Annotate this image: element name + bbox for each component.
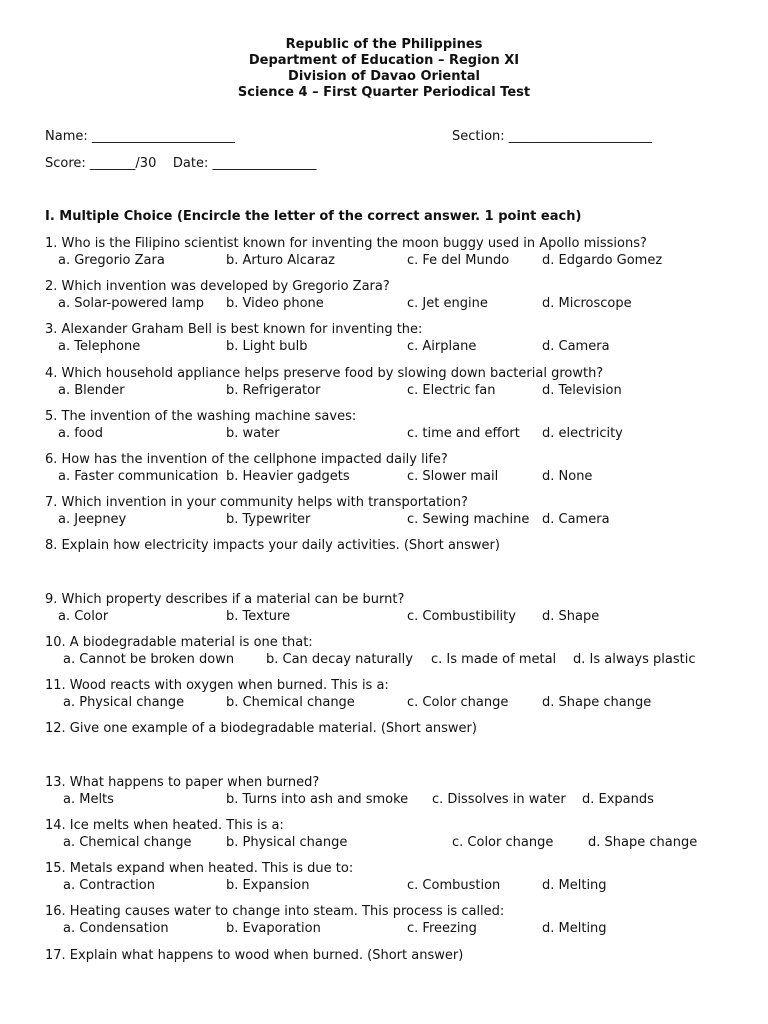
- question-6: [45, 452, 593, 485]
- answer-options: [45, 511, 610, 529]
- question-text: 5. The invention of the washing machine saves:: [45, 409, 357, 424]
- answer-option-d[interactable]: d. Edgardo Gomez: [542, 252, 663, 268]
- answer-option-c[interactable]: c. Combustibility: [407, 608, 516, 624]
- answer-option-b[interactable]: b. Expansion: [226, 877, 310, 893]
- answer-option-d[interactable]: d. Melting: [542, 877, 607, 893]
- section-field[interactable]: Section: ______________________: [452, 129, 652, 144]
- answer-option-c[interactable]: c. Electric fan: [407, 382, 496, 398]
- question-15: [45, 861, 607, 894]
- answer-option-d[interactable]: d. Shape change: [542, 694, 652, 710]
- answer-options: [45, 791, 654, 809]
- answer-options: [45, 834, 698, 852]
- header-test-title: Science 4 – First Quarter Periodical Test: [237, 85, 531, 100]
- question-text: 4. Which household appliance helps preserve food by slowing down bacterial growth?: [45, 366, 604, 381]
- answer-options: [45, 694, 652, 712]
- answer-option-c[interactable]: c. Jet engine: [407, 295, 488, 311]
- answer-option-b[interactable]: b. Video phone: [226, 295, 324, 311]
- answer-option-b[interactable]: b. Refrigerator: [226, 382, 321, 398]
- question-9: [45, 592, 600, 625]
- question-text: 9. Which property describes if a material can be burnt?: [45, 592, 405, 607]
- question-5: [45, 409, 623, 442]
- answer-option-c[interactable]: c. time and effort: [407, 425, 520, 441]
- header-country: Republic of the Philippines: [285, 37, 483, 52]
- answer-option-a[interactable]: a. Condensation: [63, 920, 169, 936]
- question-text: 1. Who is the Filipino scientist known for inventing the moon buggy used in Apollo missions?: [45, 236, 647, 251]
- answer-option-c[interactable]: c. Combustion: [407, 877, 501, 893]
- question-14: [45, 818, 698, 851]
- question-12: [45, 721, 477, 738]
- answer-option-b[interactable]: b. Turns into ash and smoke: [226, 791, 409, 807]
- question-4: [45, 366, 622, 399]
- answer-option-b[interactable]: b. Heavier gadgets: [226, 468, 350, 484]
- name-field[interactable]: Name: ______________________: [45, 129, 235, 144]
- answer-option-d[interactable]: d. Shape change: [588, 834, 698, 850]
- question-text: 14. Ice melts when heated. This is a:: [45, 818, 284, 833]
- answer-option-d[interactable]: d. Expands: [582, 791, 654, 807]
- answer-option-c[interactable]: c. Fe del Mundo: [407, 252, 510, 268]
- answer-option-c[interactable]: c. Airplane: [407, 338, 477, 354]
- score-date-field[interactable]: Score: _______/30 Date: ________________: [45, 156, 317, 171]
- answer-options: [45, 382, 622, 400]
- answer-options: [45, 877, 607, 895]
- answer-option-b[interactable]: b. Can decay naturally: [266, 651, 413, 667]
- question-text: 13. What happens to paper when burned?: [45, 775, 320, 790]
- answer-option-b[interactable]: b. water: [226, 425, 280, 441]
- question-text: 12. Give one example of a biodegradable material. (Short answer): [45, 721, 477, 736]
- answer-options: [45, 338, 610, 356]
- question-text: 6. How has the invention of the cellphone impacted daily life?: [45, 452, 448, 467]
- answer-option-a[interactable]: a. Blender: [58, 382, 125, 398]
- answer-option-c[interactable]: c. Is made of metal: [431, 651, 557, 667]
- answer-option-b[interactable]: b. Light bulb: [226, 338, 308, 354]
- answer-option-b[interactable]: b. Chemical change: [226, 694, 355, 710]
- answer-option-b[interactable]: b. Evaporation: [226, 920, 321, 936]
- answer-option-a[interactable]: a. Physical change: [63, 694, 185, 710]
- answer-option-b[interactable]: b. Arturo Alcaraz: [226, 252, 335, 268]
- question-17: [45, 948, 463, 965]
- question-text: 15. Metals expand when heated. This is due to:: [45, 861, 354, 876]
- answer-option-c[interactable]: c. Color change: [407, 694, 509, 710]
- answer-option-a[interactable]: a. Solar-powered lamp: [58, 295, 204, 311]
- answer-options: [45, 295, 632, 313]
- answer-option-a[interactable]: a. Contraction: [63, 877, 155, 893]
- answer-option-d[interactable]: d. Is always plastic: [573, 651, 696, 667]
- question-11: [45, 678, 652, 711]
- question-text: 7. Which invention in your community helps with transportation?: [45, 495, 468, 510]
- answer-option-a[interactable]: a. Melts: [63, 791, 114, 807]
- answer-option-d[interactable]: d. Television: [542, 382, 622, 398]
- answer-option-c[interactable]: c. Color change: [452, 834, 554, 850]
- question-2: [45, 279, 632, 312]
- question-text: 10. A biodegradable material is one that:: [45, 635, 313, 650]
- answer-option-c[interactable]: c. Sewing machine: [407, 511, 530, 527]
- question-10: [45, 635, 696, 668]
- answer-option-d[interactable]: d. electricity: [542, 425, 623, 441]
- answer-option-d[interactable]: d. Microscope: [542, 295, 632, 311]
- question-7: [45, 495, 610, 528]
- answer-options: [45, 468, 593, 486]
- question-text: 3. Alexander Graham Bell is best known for inventing the:: [45, 322, 423, 337]
- answer-option-c[interactable]: c. Freezing: [407, 920, 477, 936]
- header-division: Division of Davao Oriental: [288, 69, 480, 84]
- answer-option-d[interactable]: d. Camera: [542, 511, 610, 527]
- answer-options: [45, 651, 696, 669]
- answer-option-d[interactable]: d. None: [542, 468, 593, 484]
- question-13: [45, 775, 654, 808]
- answer-options: [45, 920, 607, 938]
- answer-option-c[interactable]: c. Slower mail: [407, 468, 499, 484]
- answer-options: [45, 608, 600, 626]
- section-title: I. Multiple Choice (Encircle the letter of the correct answer. 1 point each): [45, 209, 582, 224]
- header-department: Department of Education – Region XI: [248, 53, 520, 68]
- question-16: [45, 904, 607, 937]
- answer-option-a[interactable]: a. Chemical change: [63, 834, 192, 850]
- answer-option-a[interactable]: a. Faster communication: [58, 468, 219, 484]
- question-text: 16. Heating causes water to change into steam. This process is called:: [45, 904, 505, 919]
- answer-option-a[interactable]: a. Jeepney: [58, 511, 127, 527]
- answer-option-b[interactable]: b. Typewriter: [226, 511, 311, 527]
- answer-option-b[interactable]: b. Physical change: [226, 834, 348, 850]
- answer-option-d[interactable]: d. Melting: [542, 920, 607, 936]
- answer-option-a[interactable]: a. food: [58, 425, 103, 441]
- answer-option-b[interactable]: b. Texture: [226, 608, 291, 624]
- answer-option-d[interactable]: d. Camera: [542, 338, 610, 354]
- answer-option-a[interactable]: a. Gregorio Zara: [58, 252, 165, 268]
- answer-option-a[interactable]: a. Telephone: [58, 338, 141, 354]
- answer-options: [45, 252, 663, 270]
- question-text: 17. Explain what happens to wood when burned. (Short answer): [45, 948, 464, 963]
- answer-options: [45, 425, 623, 443]
- answer-option-c[interactable]: c. Dissolves in water: [432, 791, 566, 807]
- document-header: [0, 37, 768, 101]
- question-text: 11. Wood reacts with oxygen when burned. This is a:: [45, 678, 389, 693]
- question-text: 2. Which invention was developed by Gregorio Zara?: [45, 279, 390, 294]
- answer-option-a[interactable]: a. Cannot be broken down: [63, 651, 235, 667]
- answer-option-d[interactable]: d. Shape: [542, 608, 600, 624]
- question-text: 8. Explain how electricity impacts your daily activities. (Short answer): [45, 538, 500, 553]
- question-3: [45, 322, 610, 355]
- question-1: [45, 236, 663, 269]
- question-8: [45, 538, 500, 555]
- answer-option-a[interactable]: a. Color: [58, 608, 109, 624]
